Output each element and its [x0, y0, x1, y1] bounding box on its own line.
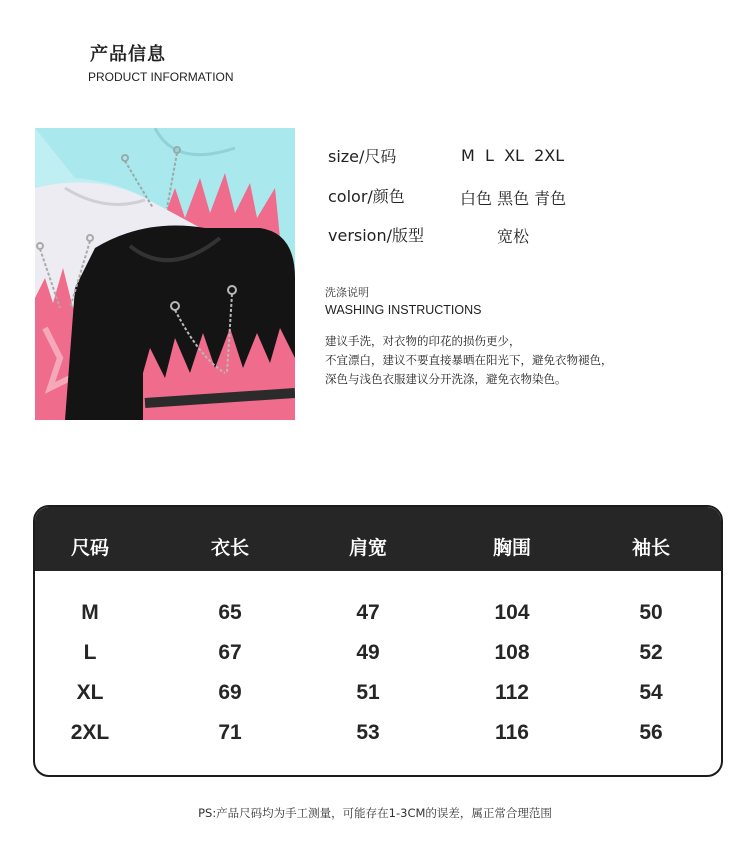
product-photo [35, 128, 295, 420]
cell-size: XL [76, 681, 104, 704]
washing-line: 建议手洗，对衣物的印花的损伤更少， [325, 334, 521, 348]
cell-sleeve: 56 [639, 721, 663, 744]
size-value: M L XL 2XL [461, 146, 565, 165]
size-label: size/尺码 [328, 147, 397, 166]
header-sleeve: 袖长 [631, 537, 670, 559]
version-label: version/版型 [328, 226, 424, 245]
cell-size: L [83, 641, 97, 664]
header-size: 尺码 [70, 537, 109, 559]
cell-shoulder: 53 [356, 721, 380, 744]
size-table [33, 505, 723, 777]
cell-length: 67 [218, 641, 242, 664]
washing-title-cn: 洗涤说明 [325, 286, 369, 299]
cell-size: 2XL [70, 721, 110, 744]
cell-chest: 108 [494, 641, 530, 664]
cell-chest: 116 [495, 721, 529, 744]
cell-chest: 112 [495, 681, 529, 704]
washing-line: 深色与浅色衣服建议分开洗涤，避免衣物染色。 [325, 372, 567, 386]
cell-size: M [81, 601, 99, 624]
header-chest: 胸围 [492, 537, 531, 559]
color-label: color/颜色 [328, 187, 405, 206]
cell-length: 65 [218, 601, 242, 624]
cell-sleeve: 54 [639, 681, 663, 704]
washing-line: 不宜漂白，建议不要直接暴晒在阳光下，避免衣物褪色， [325, 353, 613, 367]
cell-sleeve: 50 [639, 601, 663, 624]
measurement-footnote: PS:产品尺码均为手工测量，可能存在1-3CM的误差，属正常合理范围 [198, 806, 552, 820]
washing-title-en: WASHING INSTRUCTIONS [325, 303, 482, 317]
sweatshirt-photo-icon [35, 128, 295, 420]
size-table-header [35, 507, 721, 571]
cell-length: 71 [218, 721, 242, 744]
cell-shoulder: 51 [356, 681, 380, 704]
header-shoulder: 肩宽 [348, 537, 387, 559]
cell-chest: 104 [494, 601, 530, 624]
version-value: 宽松 [497, 227, 530, 246]
color-value: 白色 黑色 青色 [460, 189, 567, 208]
cell-sleeve: 52 [639, 641, 663, 664]
header-title-en: PRODUCT INFORMATION [88, 70, 234, 84]
cell-shoulder: 49 [356, 641, 380, 664]
cell-length: 69 [218, 681, 242, 704]
header-title-cn: 产品信息 [90, 44, 166, 65]
cell-shoulder: 47 [356, 601, 380, 624]
header-length: 衣长 [210, 537, 249, 559]
